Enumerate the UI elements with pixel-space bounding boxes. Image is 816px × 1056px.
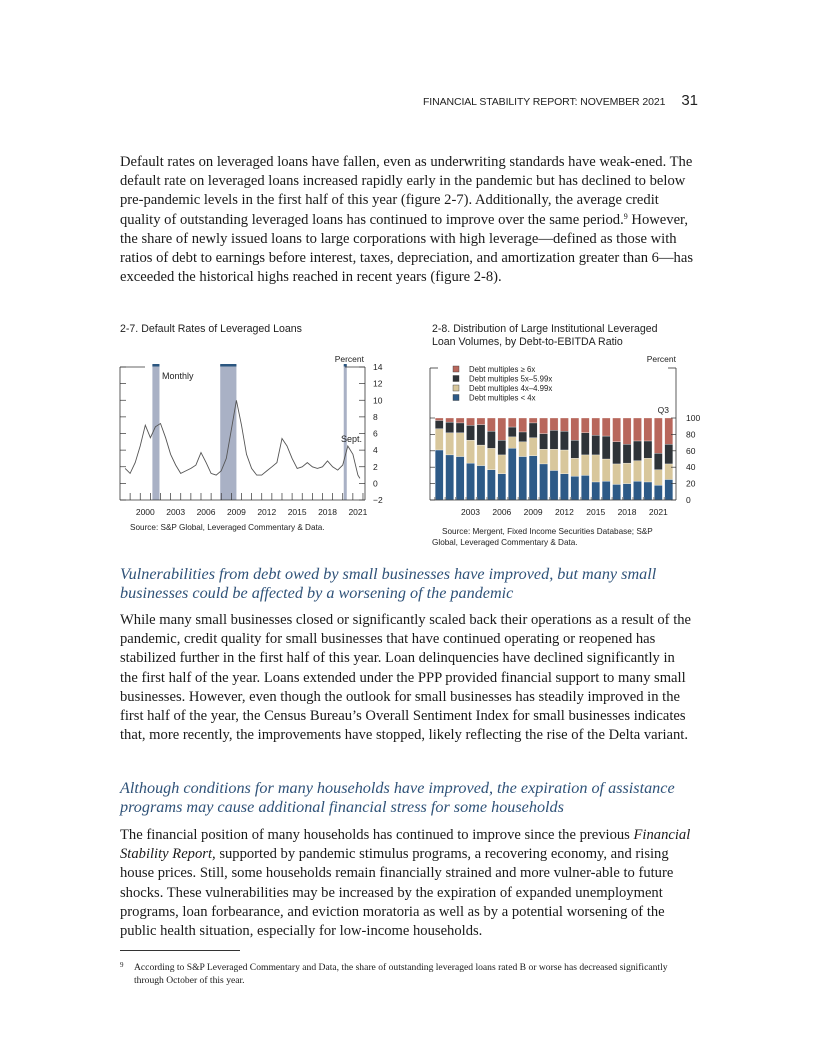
y-axis-labels [373, 362, 383, 505]
svg-text:2015: 2015 [586, 507, 606, 517]
svg-text:8: 8 [373, 411, 378, 422]
svg-text:2021: 2021 [348, 507, 368, 517]
svg-text:2009: 2009 [226, 507, 246, 517]
y-axis-labels [686, 413, 700, 505]
svg-text:80: 80 [686, 429, 696, 440]
svg-text:60: 60 [686, 445, 696, 456]
end-label-q3: Q3 [657, 405, 669, 415]
svg-text:2000: 2000 [135, 507, 155, 517]
chart-legend [453, 365, 552, 403]
svg-text:Debt multiples 4x–4.99x: Debt multiples 4x–4.99x [469, 384, 553, 393]
section-heading-small-business: Vulnerabilities from debt owed by small businesses have improved, but many small businesses could be affected by a worsening of the pandemic [120, 565, 657, 602]
svg-text:40: 40 [686, 462, 696, 473]
small-business-text: While many small businesses closed or significantly scaled back their operations as a result of the pandemic, credit quality for small businesses that have continued operating or reopened has stabilized further in the first half of this year. Loan delinquencies have declined significantly in the first half of the year. Loans extended under the PPP provided financial support to many small businesses. However, even though the outlook for small businesses has steadily improved in the first half of the year, the Census Bureau’s Overall Sentiment Index for small businesses indicates that, more recently, the improvements have stopped, likely reflecting the rise of the Delta variant. [120, 612, 692, 744]
figure-2-8-title-line2: Loan Volumes, by Debt-to-EBITDA Ratio [432, 335, 623, 348]
unit-label: Percent [334, 354, 364, 364]
x-axis-labels [461, 507, 668, 517]
households-text-part1: The financial position of many households has continued to improve since the previous [120, 827, 634, 843]
recession-shading [152, 364, 346, 500]
svg-text:2003: 2003 [166, 507, 186, 517]
svg-text:2012: 2012 [257, 507, 277, 517]
stacked-bars [434, 418, 673, 500]
svg-text:Debt multiples 5x–5.99x: Debt multiples 5x–5.99x [469, 374, 553, 384]
svg-text:−2: −2 [373, 495, 383, 505]
section-heading-households: Although conditions for many households have improved, the expiration of assistance programs may cause additional financial stress for some households [120, 779, 675, 816]
svg-text:2018: 2018 [318, 507, 338, 517]
figure-2-7-title: 2-7. Default Rates of Leveraged Loans [120, 323, 302, 335]
footnote-divider [120, 950, 240, 951]
footnote-text: According to S&P Leveraged Commentary and Data, the share of outstanding leveraged loans rated B or worse has decreased significantly through October of this year. [134, 962, 668, 986]
svg-text:20: 20 [686, 478, 696, 489]
default-rate-line [125, 400, 363, 478]
running-title: FINANCIAL STABILITY REPORT: NOVEMBER 2021 [422, 96, 666, 108]
svg-text:2009: 2009 [523, 507, 543, 517]
x-axis-labels [136, 507, 368, 517]
unit-label: Percent [646, 354, 676, 364]
figure-2-8-title-line1: 2-8. Distribution of Large Institutional Leveraged [432, 323, 658, 335]
small-business-paragraph [120, 611, 696, 745]
intro-text-part1: Default rates on leveraged loans have fallen, even as underwriting standards have weak-ened. The default rate on leveraged loans increased rapidly early in the pandemic but has declined to below pre-pandemic levels in the first half of this year (figure 2-7). Additionally, the average credit quality of outstanding leveraged loans has continued to improve over the same period. [120, 154, 693, 228]
svg-text:6: 6 [373, 428, 378, 439]
footnote-mark: 9 [120, 961, 124, 969]
source-line1: Source: Mergent, Fixed Income Securities Database; S&P [442, 527, 653, 536]
figure-2-8-source [432, 526, 692, 548]
households-text-part2: supported by pandemic stimulus programs, a recovering economy, and rising house prices. Still, some households remain financially strained and more vulner-able to future shocks. These vulnerabilities may be increased by the expiration of expanded unemployment programs, loan forbearance, and eviction moratoria as well as by a potential worsening of the public health situation, especially for low-income households. [120, 846, 674, 940]
page-number: 31 [681, 92, 698, 109]
intro-text-part2: However, the share of newly issued loans to large corporations with high leverage—defined as those with ratios of debt to earnings before interest, taxes, depreciation, and amortization greater than 6—has exceeded the historical highs reached in recent years (figure 2-8). [120, 211, 693, 286]
svg-text:14: 14 [373, 362, 383, 372]
svg-text:2015: 2015 [287, 507, 307, 517]
svg-text:2: 2 [373, 461, 378, 472]
figure-2-8-title [432, 323, 658, 348]
svg-text:100: 100 [686, 413, 700, 423]
svg-text:0: 0 [686, 495, 691, 505]
households-paragraph [120, 826, 696, 941]
svg-text:Debt multiples < 4x: Debt multiples < 4x [469, 393, 536, 403]
svg-text:4: 4 [373, 445, 378, 456]
svg-text:2006: 2006 [196, 507, 216, 517]
figure-2-8-chart [420, 350, 700, 520]
footnote-reference[interactable]: 9 [623, 211, 628, 221]
footnote-9 [120, 962, 680, 987]
svg-text:Debt multiples ≥ 6x: Debt multiples ≥ 6x [469, 365, 536, 374]
svg-text:2006: 2006 [492, 507, 512, 517]
figure-2-7-source: Source: S&P Global, Leveraged Commentary & Data. [130, 523, 325, 532]
svg-text:10: 10 [373, 395, 383, 406]
svg-text:2018: 2018 [617, 507, 637, 517]
source-line2: Global, Leveraged Commentary & Data. [432, 538, 578, 547]
report-title-citation: Financial Stability Report, [120, 827, 691, 863]
intro-paragraph [120, 153, 696, 287]
svg-text:2003: 2003 [461, 507, 480, 517]
series-label-monthly: Monthly [162, 371, 194, 381]
figure-2-7-chart [110, 345, 400, 520]
svg-text:0: 0 [373, 478, 378, 489]
svg-text:12: 12 [373, 378, 383, 389]
svg-text:2012: 2012 [554, 507, 574, 517]
end-label-sept: Sept. [341, 434, 363, 444]
running-header [423, 92, 698, 109]
svg-text:2021: 2021 [648, 507, 668, 517]
